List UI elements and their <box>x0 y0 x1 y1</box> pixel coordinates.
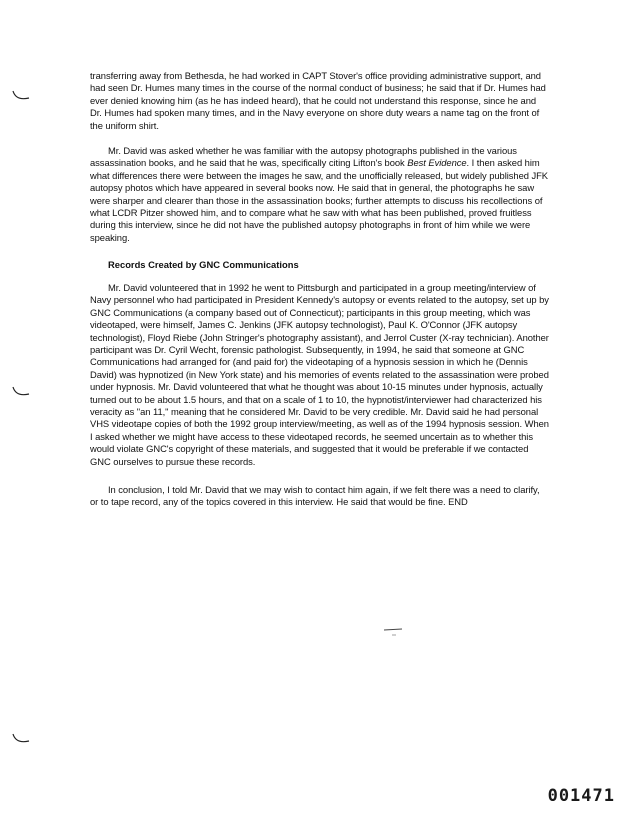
book-title: Best Evidence <box>407 157 467 169</box>
paragraph-4-text: In conclusion, I told Mr. David that we may wish to contact him again, if we felt there was a need to clarify, or to tape record, any of the topics covered in this interview. He said that would be fine. END <box>90 484 540 508</box>
paragraph-conclusion <box>90 484 550 509</box>
paragraph-1-text: transferring away from Bethesda, he had worked in CAPT Stover's office providing administrative support, and had seen Dr. Humes many times in the course of the normal conduct of business; he said that if Dr. Humes had ever denied knowing him (as he has indeed heard), that he could not understand this response, since he and Dr. Humes had spoken many times, and in the Navy everyone on shore duty wears a name tag on the front of the uniform shirt. <box>90 70 546 131</box>
section-heading: Records Created by GNC Communications <box>108 259 299 270</box>
paragraph-autopsy-photographs <box>90 145 550 244</box>
scan-hole-mark-middle <box>12 386 30 398</box>
paragraph-3-text: Mr. David volunteered that in 1992 he went to Pittsburgh and participated in a group meeting/interview of Navy personnel who had participated in President Kennedy's autopsy or events related to the autopsy, set up by GNC Communications (a company based out of Connecticut); participants in this group meeting, which was videotaped, were himself, James C. Jenkins (JFK autopsy technologist), Paul K. O'Connor (JFK autopsy technologist), Floyd Riebe (John Stringer's photography assistant), and Jerrol Custer (X-ray technician). Another participant was Dr. Cyril Wecht, forensic pathologist. Subsequently, in 1994, he said that someone at GNC Communications had arranged for (and paid for) the videotaping of a hypnosis session in which he (Dennis David) was hypnotized (in New York state) and his memories of events related to the assassination were probed under hypnosis. Mr. David volunteered that what he thought was about 10-15 minutes under hypnosis, actually turned out to be about 1.5 hours, and that on a scale of 1 to 10, the hypnotist/interviewer had characterized his veracity as "an 11," meaning that he considered Mr. David to be very credible. Mr. David said he had personal VHS videotape copies of both the 1992 group interview/meeting, as well as of the 1994 hypnosis session. When I asked whether we might have access to these videotaped records, he seemed uncertain as to whether this would violate GNC's copyright of these materials, and suggested that it would be preferable if we contacted GNC ourselves to pursue these records. <box>90 282 549 467</box>
paragraph-2-after-title: . I then asked him what differences there were between the images he saw, and the unofficially released, but widely published JFK autopsy photos which have appeared in several books now. He said that in general, the photographs he saw were sharper and clearer than those in the assassination books; further attempts to discuss his recollections of what LCDR Pitzer showed him, and to compare what he saw with what has been published, proved fruitless during this interview, since he did not have the published autopsy photographs in front of him while we were speaking. <box>90 157 548 243</box>
paragraph-continuation <box>90 70 550 132</box>
paragraph-2-text <box>90 145 550 244</box>
scan-hole-mark-bottom <box>12 733 30 745</box>
paragraph-gnc-records <box>90 282 550 468</box>
scan-hole-mark-top <box>12 90 30 102</box>
paragraph-2-before-title: Mr. David was asked whether he was familiar with the autopsy photographs published in the various assassination books, and he said that he was, specifically citing Lifton's book <box>90 145 517 169</box>
page-number: 001471 <box>547 786 615 806</box>
stray-scan-mark <box>380 626 410 638</box>
